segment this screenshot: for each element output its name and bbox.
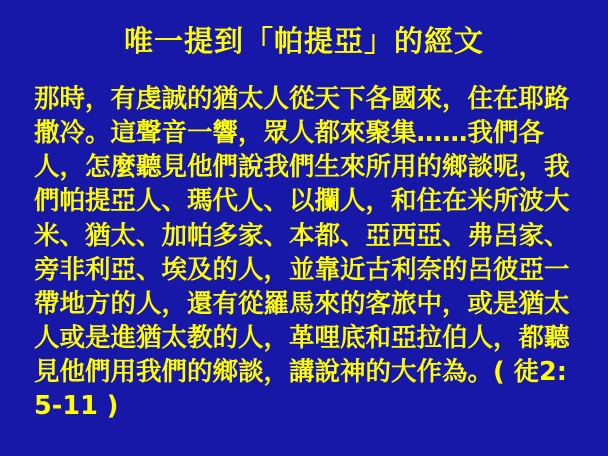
slide-body-text: 那時，有虔誠的猶太人從天下各國來，住在耶路撒冷。這聲音一響，眾人都來聚集……我們各人，怎麼聽見他們說我們生來所用的鄉談呢，我們帕提亞人、瑪代人、以攔人，和住在米所波大米、猶太、加帕多家、本都、亞西亞、弗呂家、旁非利亞、埃及的人，並靠近古利奈的呂彼亞一帶地方的人，還有從羅馬來的客旅中，或是猶太人或是進猶太教的人，革哩底和亞拉伯人，都聽見他們用我們的鄉談，講說神的大作為。( 徒2:5-11 ) [34, 84, 570, 422]
page-title: 唯一提到「帕提亞」的經文 [123, 24, 484, 58]
